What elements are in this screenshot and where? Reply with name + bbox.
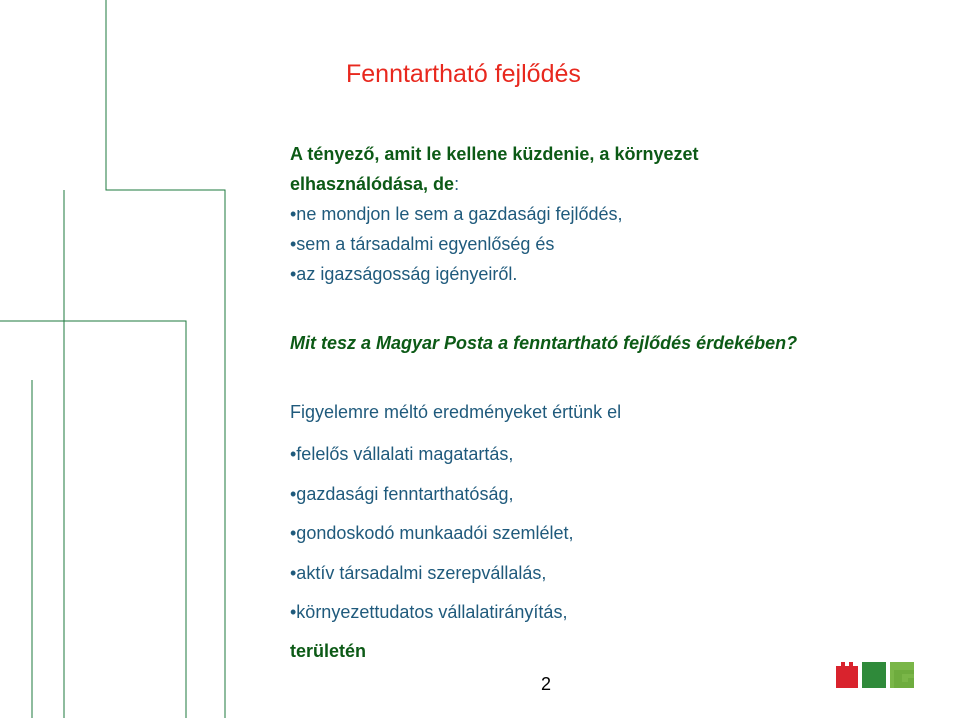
results-heading: Figyelemre méltó eredményeket értünk el — [290, 402, 622, 422]
page-number: 2 — [541, 674, 552, 694]
result-bullet: •környezettudatos vállalatirányítás, — [290, 602, 568, 622]
magyar-posta-logo-icon — [836, 662, 914, 688]
bullet-item: •az igazságosság igényeiről. — [290, 264, 518, 284]
bullet-item: •sem a társadalmi egyenlőség és — [290, 234, 555, 254]
intro-line-1: A tényező, amit le kellene küzdenie, a környezet — [290, 144, 699, 164]
intro-colon: : — [454, 174, 460, 194]
result-bullet: •felelős vállalati magatartás, — [290, 444, 514, 464]
bullet-item: •ne mondjon le sem a gazdasági fejlődés, — [290, 204, 623, 224]
question-line: Mit tesz a Magyar Posta a fenntartható fejlődés érdekében? — [290, 333, 798, 353]
intro-line-2-text: elhasználódása, de — [290, 174, 455, 194]
result-bullet: •gondoskodó munkaadói szemlélet, — [290, 523, 574, 543]
slide-title: Fenntartható fejlődés — [346, 60, 581, 88]
closing-word: területén — [290, 641, 367, 661]
intro-line-2 — [290, 173, 459, 195]
result-bullet: •gazdasági fenntarthatóság, — [290, 484, 514, 504]
result-bullet: •aktív társadalmi szerepvállalás, — [290, 563, 547, 583]
